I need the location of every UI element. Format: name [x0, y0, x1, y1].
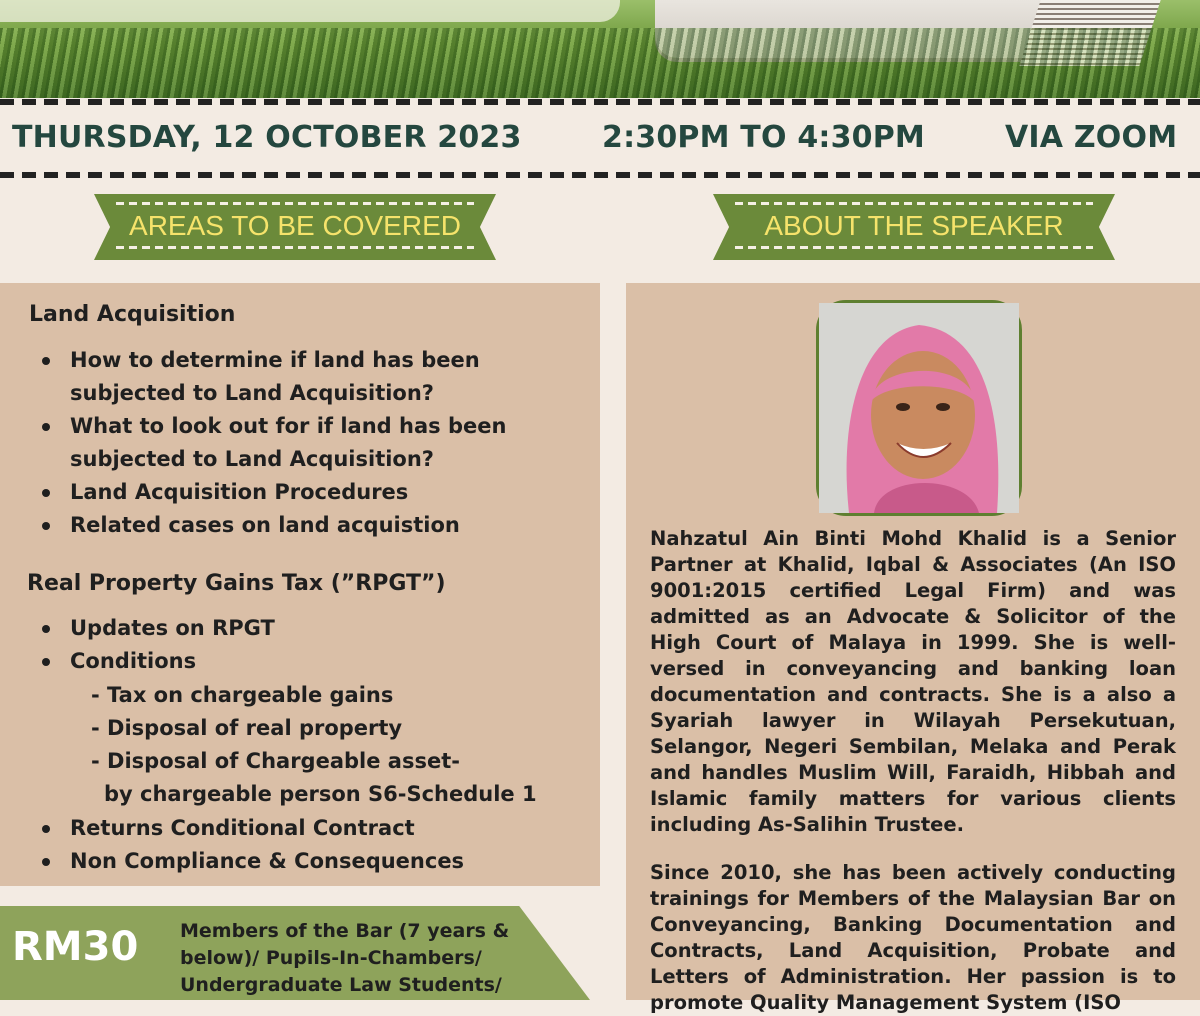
list-item: Updates on RPGT: [28, 612, 568, 645]
condition-item: - Tax on chargeable gains: [91, 683, 394, 707]
speaker-portrait-icon: [819, 303, 1019, 513]
condition-item: - Disposal of Chargeable asset-: [91, 749, 460, 773]
bottom-divider: [0, 172, 1200, 178]
bullet-icon: [42, 625, 50, 633]
list-item: Related cases on land acquistion: [28, 509, 548, 542]
grass-illustration: [0, 28, 1200, 98]
bullet-icon: [42, 658, 50, 666]
event-time: 2:30PM TO 4:30PM: [602, 120, 925, 155]
top-divider: [0, 99, 1200, 105]
bullet-icon: [42, 825, 50, 833]
areas-ribbon: [94, 188, 496, 270]
land-acquisition-list: [28, 344, 548, 542]
price-amount: RM30: [12, 924, 139, 970]
areas-ribbon-label: AREAS TO BE COVERED: [129, 210, 461, 241]
hero-banner-image: [0, 0, 1200, 98]
land-acquisition-heading: Land Acquisition: [29, 302, 236, 327]
condition-item: - Disposal of real property: [91, 716, 403, 740]
list-item: Conditions: [28, 645, 568, 678]
event-details: [0, 110, 1200, 166]
list-item: How to determine if land has been subjected to Land Acquisition?: [28, 344, 548, 410]
rpgt-list-continued: [28, 812, 568, 878]
bullet-icon: [42, 489, 50, 497]
list-item: Returns Conditional Contract: [28, 812, 568, 845]
list-item: Land Acquisition Procedures: [28, 476, 548, 509]
speaker-ribbon-label: ABOUT THE SPEAKER: [764, 210, 1064, 241]
rpgt-list: [28, 612, 568, 678]
list-item: Non Compliance & Consequences: [28, 845, 568, 878]
speaker-ribbon: [713, 188, 1115, 270]
price-description: Members of the Bar (7 years & below)/ Pupils-In-Chambers/ Undergraduate Law Students/: [180, 920, 510, 996]
speaker-photo: [816, 300, 1022, 516]
event-venue: VIA ZOOM: [1005, 120, 1178, 155]
list-item: What to look out for if land has been subjected to Land Acquisition?: [28, 410, 548, 476]
condition-item: by chargeable person S6-Schedule 1: [104, 782, 537, 806]
speaker-bio-paragraph-1: Nahzatul Ain Binti Mohd Khalid is a Senior Partner at Khalid, Iqbal & Associates (An ISO 9001:2015 certified Legal Firm) and was admitted as an Advocate & Solicitor of the High Court of Malaya in 1999. She is well-versed in conveyancing and banking loan documentation and contracts. She is a also a Syariah lawyer in Wilayah Persekutuan, Selangor, Negeri Sembilan, Melaka and Perak and handles Muslim Will, Faraidh, Hibbah and Islamic family matters for various clients including As-Salihin Trustee.: [650, 527, 1176, 836]
bullet-icon: [42, 522, 50, 530]
bullet-icon: [42, 423, 50, 431]
speaker-bio-paragraph-2: Since 2010, she has been actively conducting trainings for Members of the Malaysian Bar on Conveyancing, Banking Documentation and Contracts, Land Acquisition, Probate and Letters of Administration. Her passion is to promote Quality Management System (ISO: [650, 861, 1176, 1014]
rpgt-heading: Real Property Gains Tax (”RPGT”): [27, 571, 446, 596]
event-date: THURSDAY, 12 OCTOBER 2023: [12, 120, 522, 155]
hero-sky: [0, 0, 620, 22]
bullet-icon: [42, 357, 50, 365]
bullet-icon: [42, 858, 50, 866]
